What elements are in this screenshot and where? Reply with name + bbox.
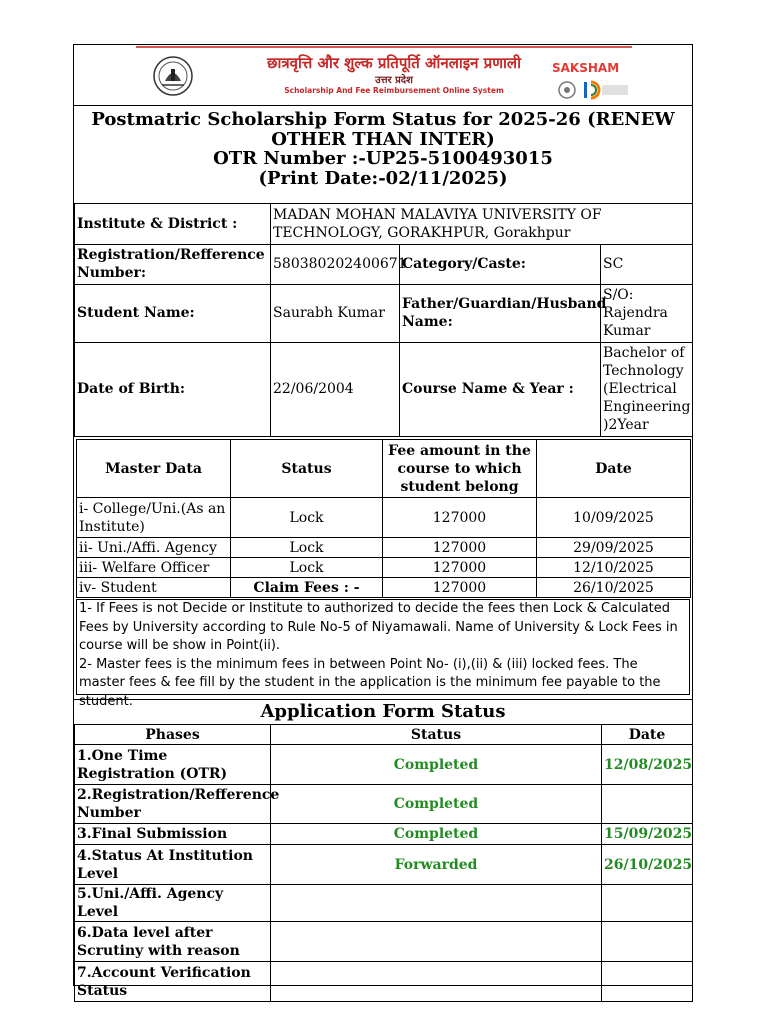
phase-date — [602, 885, 693, 922]
registration-label: Registration/Refference Number: — [75, 244, 271, 284]
phase-date: 26/10/2025 — [602, 845, 693, 885]
master-col-fee: Fee amount in the course to which student belong — [383, 440, 537, 498]
table-row — [75, 725, 693, 745]
up-government-emblem-icon — [152, 55, 194, 97]
portal-hindi-title: छात्रवृत्ति और शुल्क प्रतिपूर्ति ऑनलाइन प्रणाली — [266, 54, 521, 72]
institute-label: Institute & District : — [75, 204, 271, 244]
phase-status: Completed — [271, 785, 602, 824]
fee-note-1: 1- If Fees is not Decide or Institute to authorized to decide the fees then Lock & Calculated Fees by University according to Rule No-5 of Niyamawali. Name of University & Lock Fees in course will be show in Point(ii). — [79, 601, 678, 653]
course-value: Bachelor of Technology (Electrical Engineering )2Year — [601, 342, 693, 436]
fee-note-2: 2- Master fees is the minimum fees in between Point No- (i),(ii) & (iii) locked fees. The master fees & fee fill by the student in the application is the minimum fee payable to the student. — [79, 656, 661, 709]
phase-date — [602, 922, 693, 962]
table-row — [77, 558, 691, 578]
table-row — [77, 498, 691, 538]
phase-status: Forwarded — [271, 845, 602, 885]
portal-state-name: उत्तर प्रदेश — [375, 75, 413, 86]
phase-status: Completed — [271, 745, 602, 785]
phase-status — [271, 885, 602, 922]
father-name-label: Father/Guardian/Husband Name: — [400, 284, 601, 342]
registration-value: 580380202400671 — [271, 244, 400, 284]
phase-name: 3.Final Submission — [75, 824, 271, 845]
master-date: 12/10/2025 — [537, 558, 691, 578]
master-date: 10/09/2025 — [537, 498, 691, 538]
title-line-otr: OTR Number :-UP25-5100493015 — [213, 148, 553, 169]
table-row — [77, 578, 691, 598]
master-col-name: Master Data — [77, 440, 231, 498]
application-status-table — [74, 724, 693, 1002]
master-fee-section — [74, 437, 692, 709]
scholarship-status-sheet — [73, 44, 693, 999]
title-line-print-date: (Print Date:-02/11/2025) — [258, 167, 508, 189]
master-status: Claim Fees : - — [231, 578, 383, 598]
header-divider — [136, 46, 632, 48]
master-status: Lock — [231, 558, 383, 578]
phase-name: 6.Data level after Scrutiny with reason — [75, 922, 271, 962]
master-name: iii- Welfare Officer — [77, 558, 231, 578]
master-name: ii- Uni./Affi. Agency — [77, 538, 231, 558]
category-value: SC — [601, 244, 693, 284]
table-row — [75, 342, 693, 436]
phase-date: 12/08/2025 — [602, 745, 693, 785]
student-info-table — [74, 204, 693, 437]
institute-value: MADAN MOHAN MALAVIYA UNIVERSITY OF TECHNOLOGY, GORAKHPUR, Gorakhpur — [271, 204, 693, 244]
master-date: 29/09/2025 — [537, 538, 691, 558]
master-date: 26/10/2025 — [537, 578, 691, 598]
table-row — [77, 440, 691, 498]
master-fee: 127000 — [383, 558, 537, 578]
master-name: iv- Student — [77, 578, 231, 598]
phase-name: 7.Account Verification Status — [75, 962, 271, 1002]
table-row — [75, 962, 693, 1002]
phase-date: 15/09/2025 — [602, 824, 693, 845]
student-name-value: Saurabh Kumar — [271, 284, 400, 342]
portal-english-subtitle: Scholarship And Fee Reimbursement Online System — [284, 86, 504, 95]
phase-date — [602, 962, 693, 1002]
master-fee: 127000 — [383, 538, 537, 558]
phase-name: 4.Status At Institution Level — [75, 845, 271, 885]
table-row — [75, 845, 693, 885]
status-header: Status — [271, 725, 602, 745]
phase-status: Completed — [271, 824, 602, 845]
master-status: Lock — [231, 498, 383, 538]
partner-logos-icon — [558, 79, 632, 101]
phase-name: 1.One Time Registration (OTR) — [75, 745, 271, 785]
fee-notes — [76, 599, 690, 709]
master-fee-table — [76, 439, 691, 598]
phase-date — [602, 785, 693, 824]
master-fee: 127000 — [383, 498, 537, 538]
table-row — [75, 824, 693, 845]
title-line-scheme: Postmatric Scholarship Form Status for 2025-26 (RENEW OTHER THAN INTER) — [91, 109, 675, 150]
form-status-title — [74, 106, 692, 204]
table-row — [75, 922, 693, 962]
father-name-value: S/O: Rajendra Kumar — [601, 284, 693, 342]
table-row — [75, 284, 693, 342]
master-col-status: Status — [231, 440, 383, 498]
master-col-date: Date — [537, 440, 691, 498]
table-row — [75, 745, 693, 785]
master-status: Lock — [231, 538, 383, 558]
phase-status — [271, 922, 602, 962]
phase-name: 2.Registration/Refference Number — [75, 785, 271, 824]
table-row — [75, 785, 693, 824]
phase-status — [271, 962, 602, 1002]
master-fee: 127000 — [383, 578, 537, 598]
application-status-title: Application Form Status — [74, 700, 692, 725]
date-header: Date — [602, 725, 693, 745]
master-name: i- College/Uni.(As an Institute) — [77, 498, 231, 538]
table-row — [75, 885, 693, 922]
student-name-label: Student Name: — [75, 284, 271, 342]
saksham-brand: SAKSHAM — [552, 61, 620, 75]
category-label: Category/Caste: — [400, 244, 601, 284]
table-row — [75, 244, 693, 284]
table-row — [75, 204, 693, 244]
phases-header: Phases — [75, 725, 271, 745]
portal-header — [74, 45, 692, 106]
dob-value: 22/06/2004 — [271, 342, 400, 436]
phase-name: 5.Uni./Affi. Agency Level — [75, 885, 271, 922]
dob-label: Date of Birth: — [75, 342, 271, 436]
table-row — [77, 538, 691, 558]
course-label: Course Name & Year : — [400, 342, 601, 436]
